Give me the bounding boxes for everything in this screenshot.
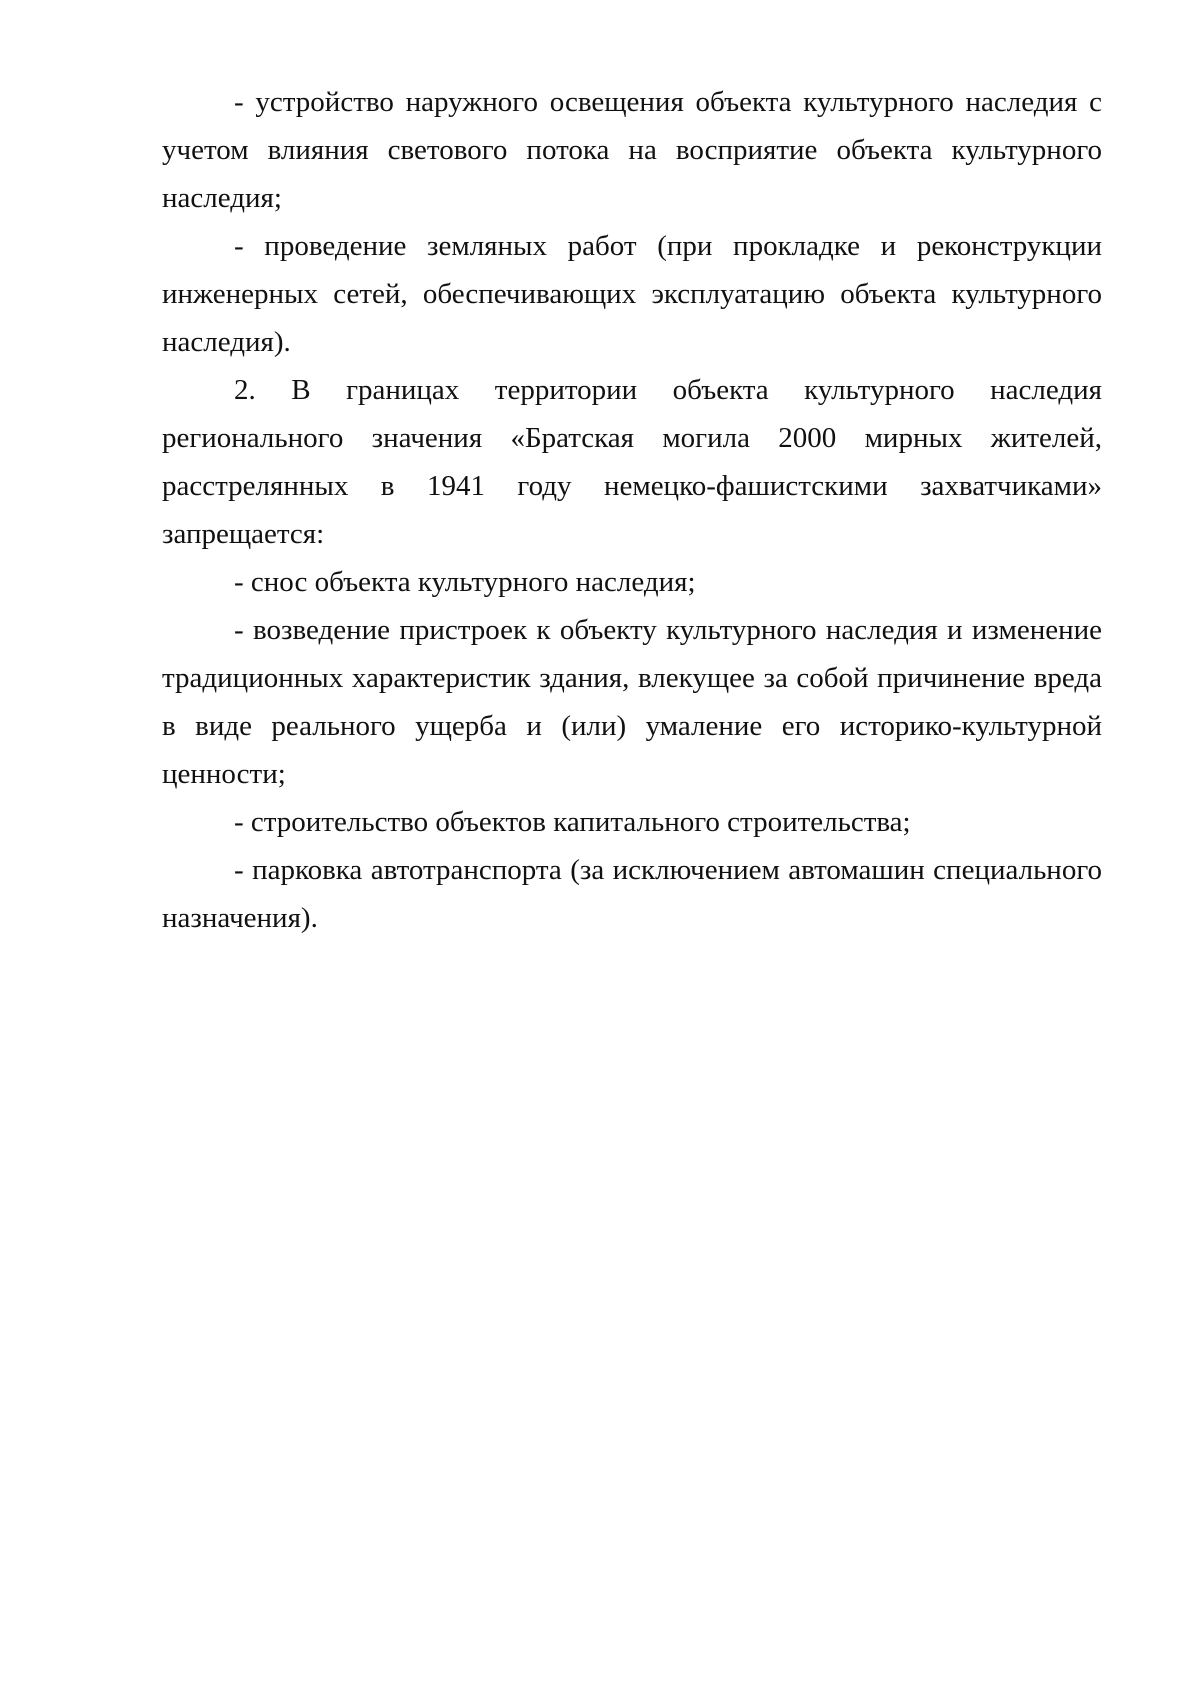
paragraph-territory-restrictions: 2. В границах территории объекта культурного наследия регионального значения «Братская могила 2000 мирных жителей, расстрелянных в 1941 году немецко-фашистскими захватчиками» запрещается:: [162, 374, 1102, 550]
paragraph-capital-construction: - строительство объектов капитального строительства;: [234, 806, 911, 838]
paragraph-earthworks: - проведение земляных работ (при прокладке и реконструкции инженерных сетей, обеспечивающих эксплуатацию объекта культурного наследия).: [162, 230, 1102, 358]
paragraph-demolition: - снос объекта культурного наследия;: [234, 566, 696, 598]
paragraph-outdoor-lighting: - устройство наружного освещения объекта культурного наследия с учетом влияния светового потока на восприятие объекта культурного наследия;: [162, 86, 1102, 214]
paragraph-parking: - парковка автотранспорта (за исключением автомашин специального назначения).: [162, 854, 1102, 934]
paragraph-extensions: - возведение пристроек к объекту культурного наследия и изменение традиционных характеристик здания, влекущее за собой причинение вреда в виде реального ущерба и (или) умаление его историко-культурной ценности;: [162, 614, 1102, 790]
document-body: [162, 78, 1102, 942]
